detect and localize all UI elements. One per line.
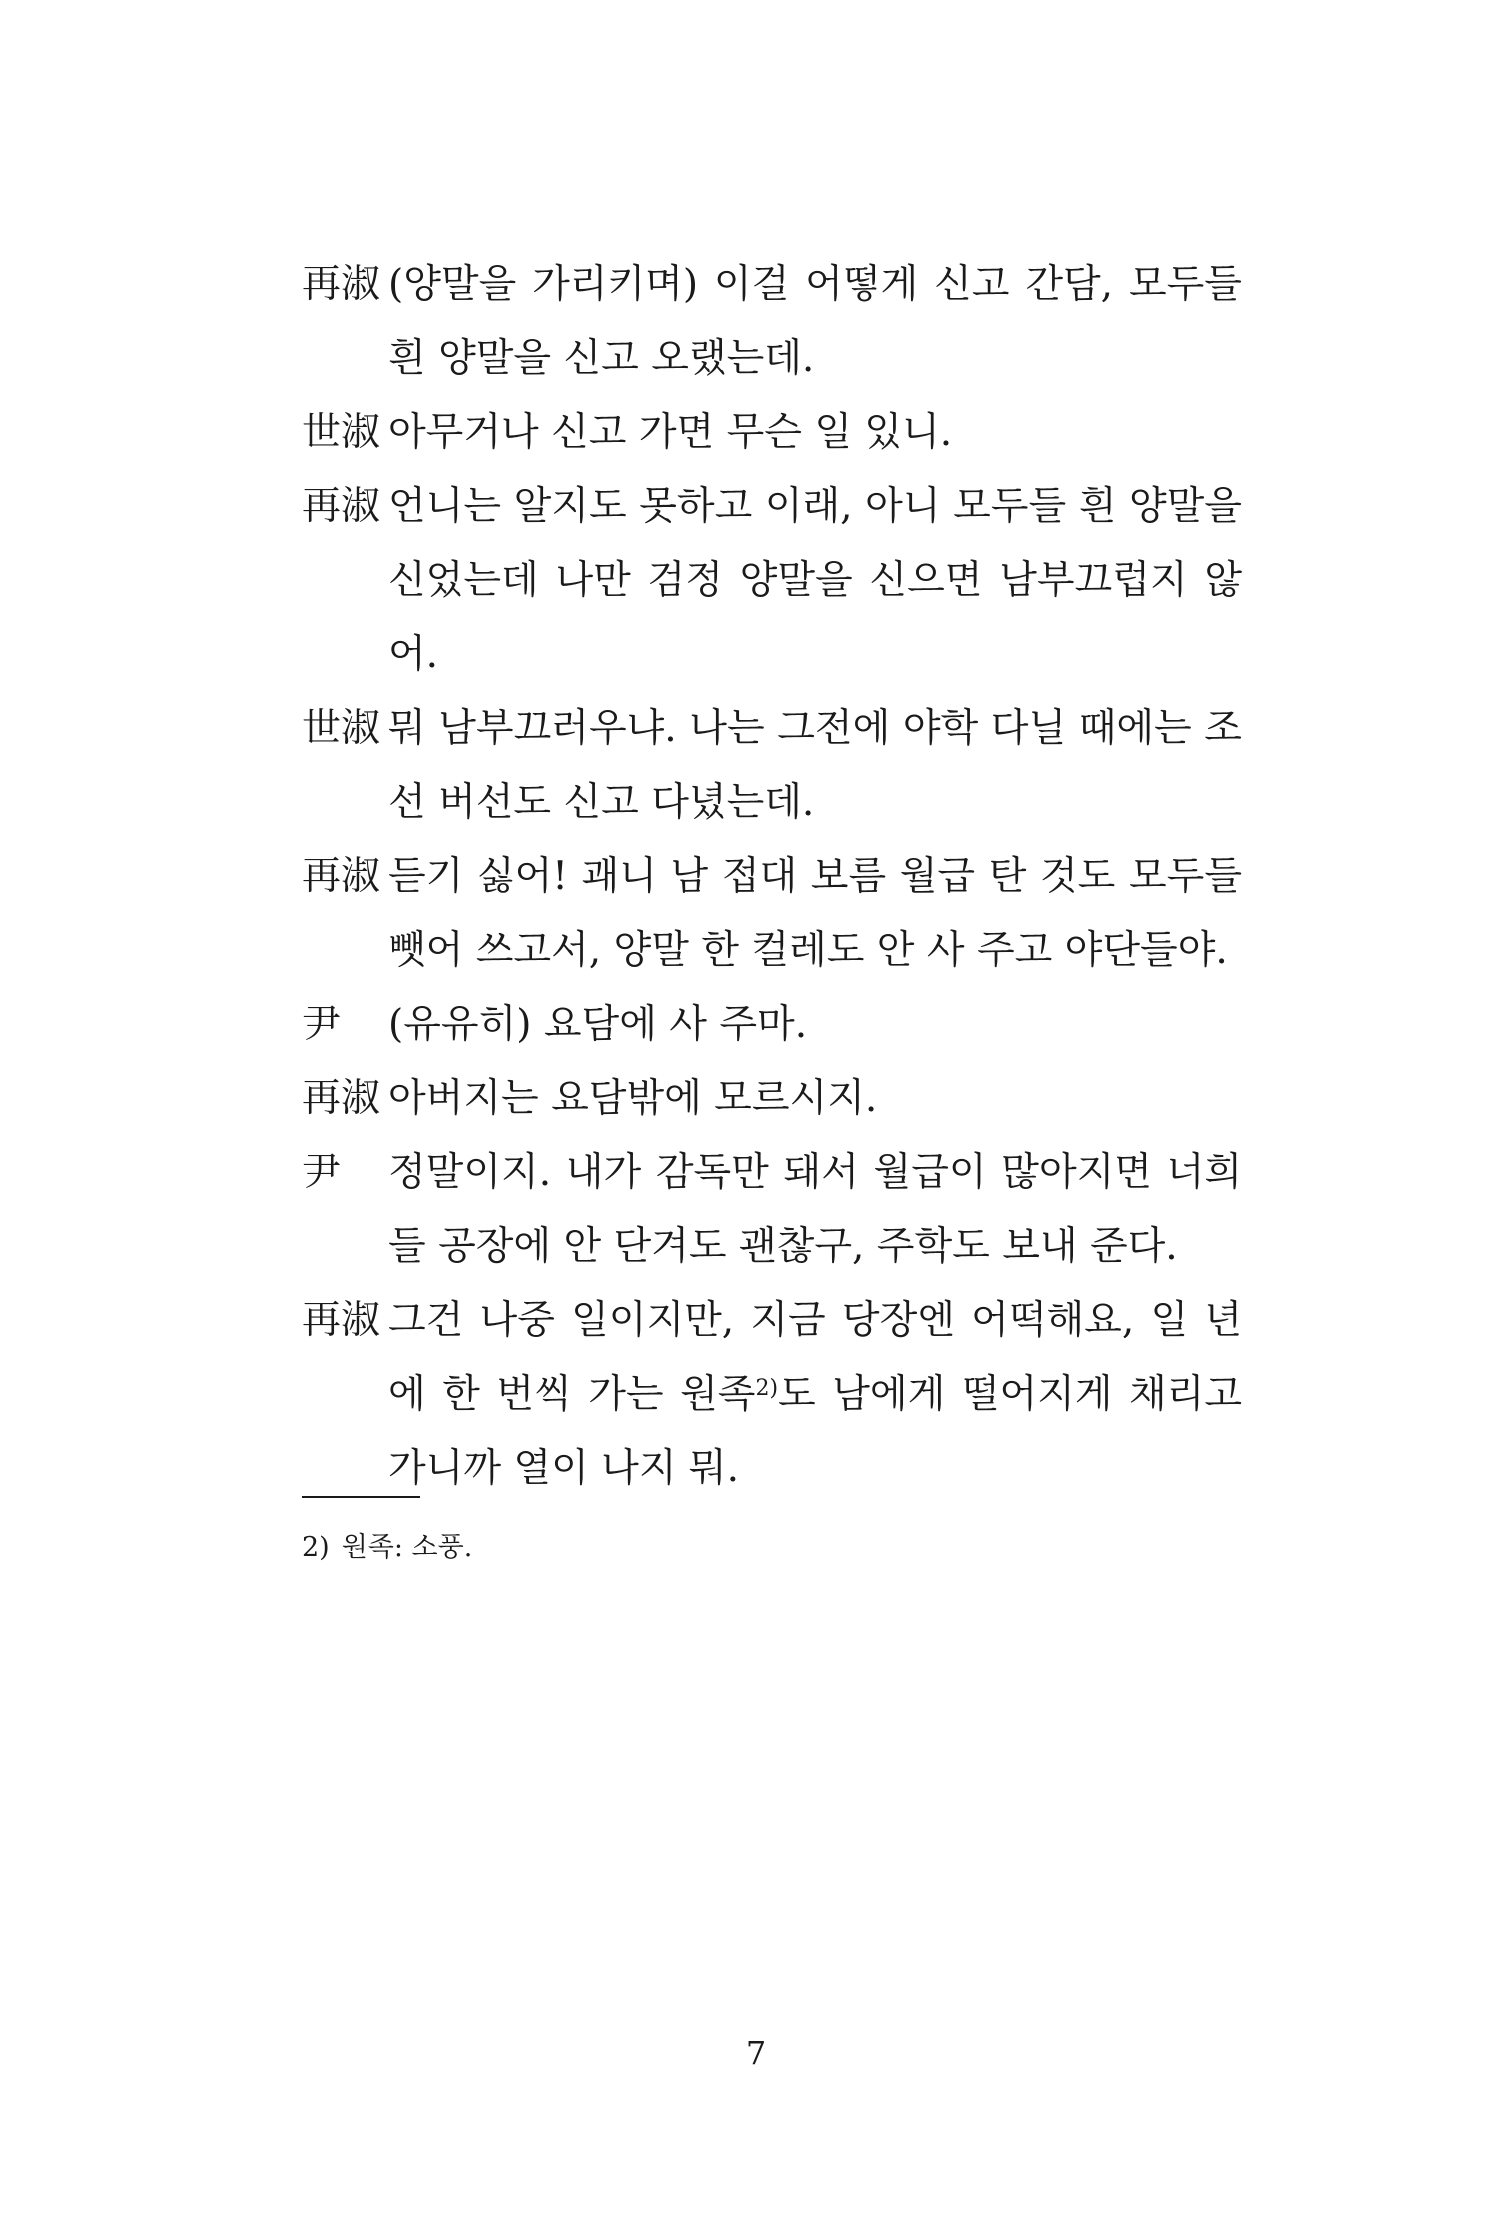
speech-segment: 뭐 남부끄러우냐. 나는 그전에 야학 다닐 때에는 조선 버선도 신고 다녔는데. — [388, 706, 1242, 825]
footnote — [302, 1528, 472, 1568]
speech-text — [388, 248, 1242, 396]
speech-text — [388, 692, 1242, 840]
speech-segment: (유유히) 요담에 사 주마. — [388, 1002, 808, 1047]
speaker-name: 世淑 — [302, 706, 381, 751]
speech-text — [388, 1284, 1242, 1506]
speech-text — [388, 988, 1242, 1062]
speaker-name: 再淑 — [302, 854, 381, 899]
dialogue-line — [302, 1284, 1242, 1506]
dialogue-line — [302, 396, 1242, 470]
footnote-reference: 2) — [755, 1376, 779, 1401]
speech-text — [388, 396, 1242, 470]
script-body — [302, 248, 1242, 1506]
speaker-name: 尹 — [302, 1002, 342, 1047]
footnote-number: 2) — [302, 1532, 330, 1563]
speaker-name: 世淑 — [302, 410, 381, 455]
speech-segment: 도 남에게 떨어지게 채리고 가니까 열이 나지 뭐. — [388, 1372, 1243, 1491]
dialogue-line — [302, 1062, 1242, 1136]
speech-segment: 정말이지. 내가 감독만 돼서 월급이 많아지면 너희들 공장에 안 단겨도 괜찮구, 주학도 보내 준다. — [388, 1150, 1242, 1269]
dialogue-line — [302, 988, 1242, 1062]
speaker-name: 再淑 — [302, 262, 381, 307]
speech-text — [388, 470, 1242, 692]
footnote-divider — [302, 1496, 420, 1498]
speaker-name: 再淑 — [302, 1298, 381, 1343]
speech-text — [388, 840, 1242, 988]
page-number: 7 — [745, 2034, 767, 2072]
speaker-name: 再淑 — [302, 484, 381, 529]
speech-segment: 그건 나중 일이지만, 지금 당장엔 어떡해요, 일 년에 한 번씩 가는 원족 — [388, 1298, 1242, 1417]
dialogue-line — [302, 1136, 1242, 1284]
speech-segment: 듣기 싫어! 괘니 남 접대 보름 월급 탄 것도 모두들 뺏어 쓰고서, 양말 한 컬레도 안 사 주고 야단들야. — [388, 854, 1242, 973]
speaker-name: 尹 — [302, 1150, 342, 1195]
dialogue-line — [302, 248, 1242, 396]
speaker-name: 再淑 — [302, 1076, 381, 1121]
speech-segment: 아버지는 요담밖에 모르시지. — [388, 1076, 878, 1121]
speech-segment: 언니는 알지도 못하고 이래, 아니 모두들 흰 양말을 신었는데 나만 검정 양말을 신으면 남부끄럽지 않어. — [388, 484, 1242, 677]
speech-segment: (양말을 가리키며) 이걸 어떻게 신고 간담, 모두들 흰 양말을 신고 오랬는데. — [388, 262, 1242, 381]
speech-text — [388, 1136, 1242, 1284]
footnote-text: 원족: 소풍. — [341, 1532, 473, 1563]
dialogue-line — [302, 692, 1242, 840]
dialogue-line — [302, 840, 1242, 988]
speech-segment: 아무거나 신고 가면 무슨 일 있니. — [388, 410, 953, 455]
speech-text — [388, 1062, 1242, 1136]
dialogue-line — [302, 470, 1242, 692]
